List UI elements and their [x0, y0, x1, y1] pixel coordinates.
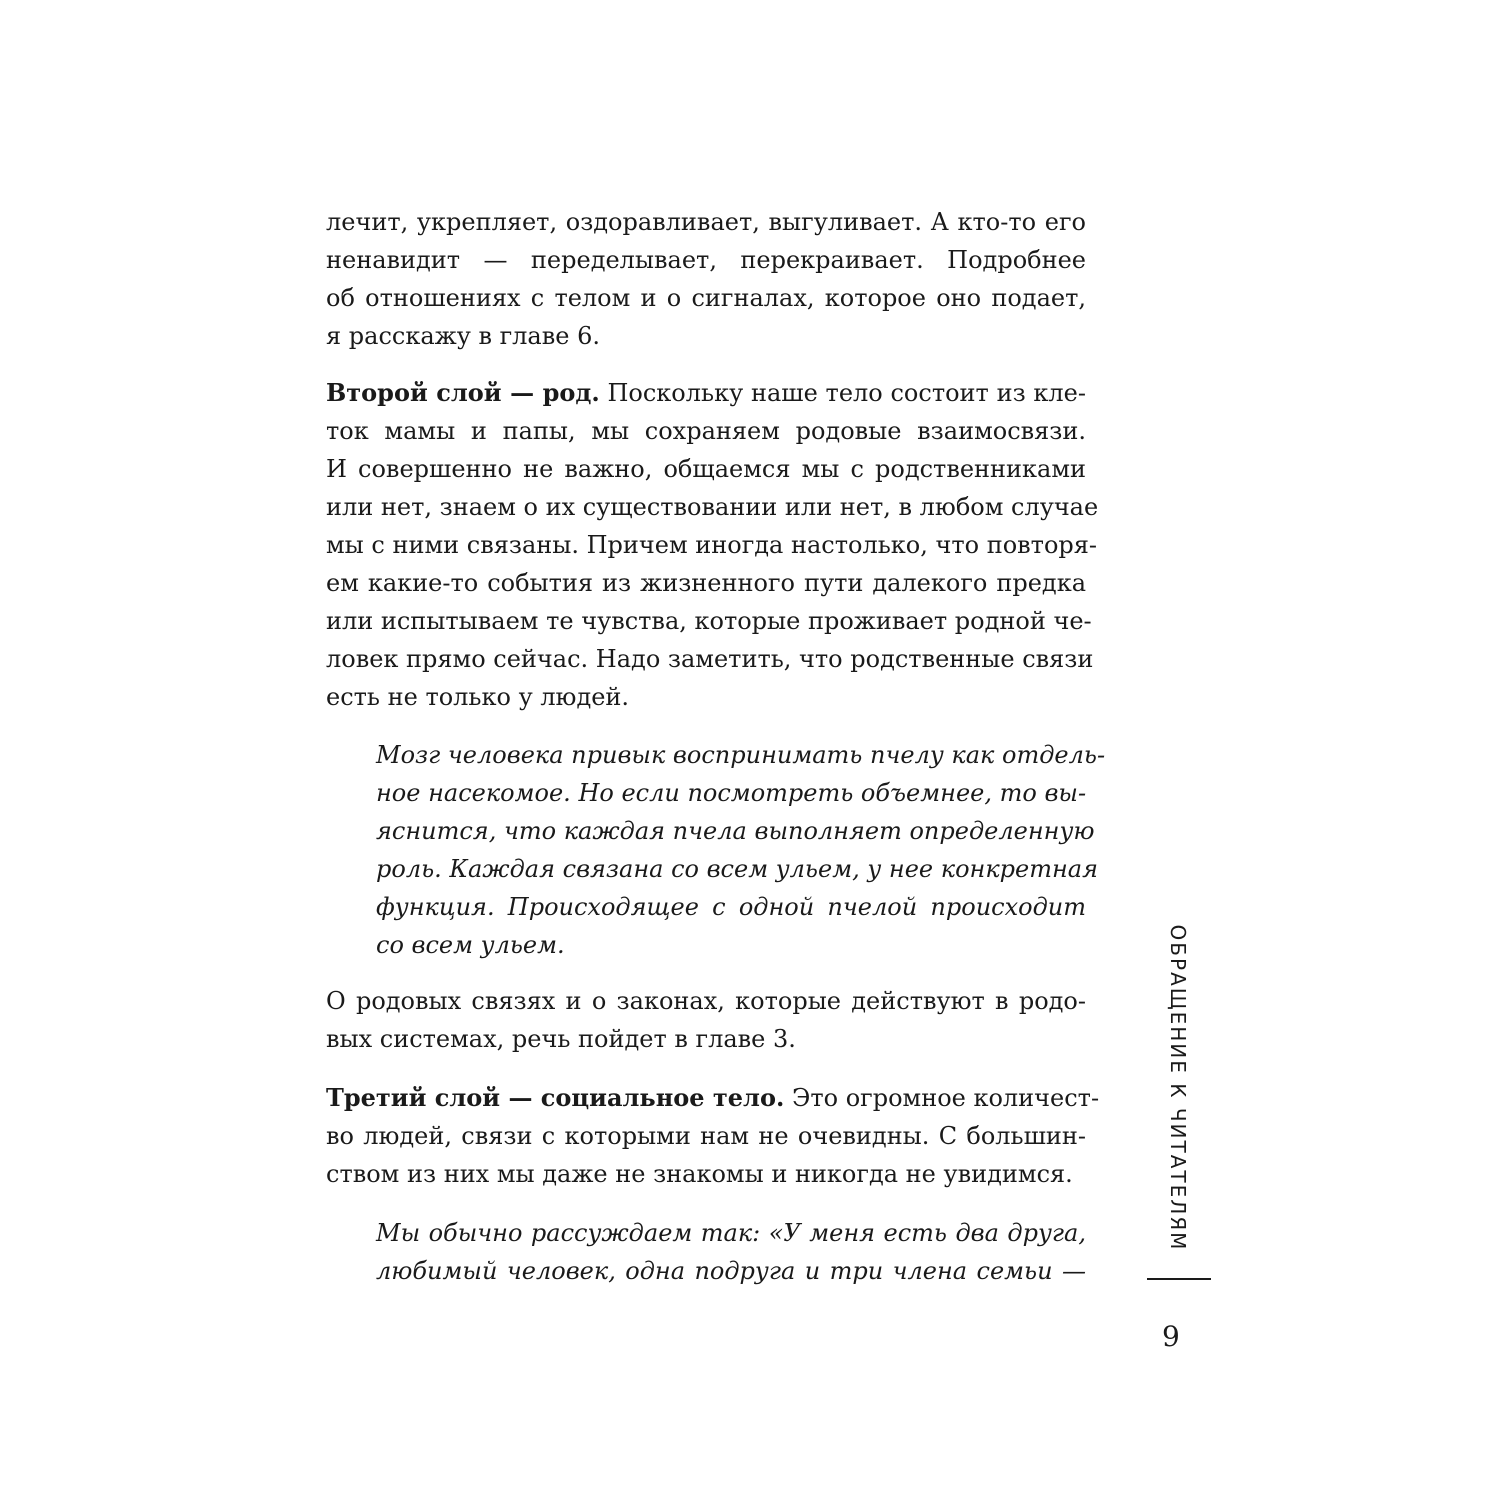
bold-lead: Второй слой — род. — [326, 378, 600, 407]
text-line: лечит, укрепляет, оздоравливает, выгуливает. А кто-то его — [326, 208, 1086, 236]
text-line — [326, 376, 1086, 410]
running-head: ОБРАЩЕНИЕ К ЧИТАТЕЛЯМ — [1166, 924, 1190, 1252]
text-line: или нет, знаем о их существовании или нет, в любом случае — [326, 493, 1099, 521]
text-line: О родовых связях и о законах, которые действуют в родо- — [326, 987, 1086, 1015]
text-run: Это огромное количест- — [784, 1084, 1100, 1112]
text-line: И совершенно не важно, общаемся мы с родственниками — [326, 455, 1086, 483]
text-line: со всем ульем. — [376, 931, 565, 959]
text-line: есть не только у людей. — [326, 683, 630, 711]
text-line: роль. Каждая связана со всем ульем, у нее конкретная — [376, 855, 1099, 883]
text-line: мы с ними связаны. Причем иногда настолько, что повторя- — [326, 531, 1097, 559]
text-line: об отношениях с телом и о сигналах, которое оно подает, — [326, 284, 1086, 312]
text-line: ловек прямо сейчас. Надо заметить, что родственные связи — [326, 645, 1094, 673]
text-line: ством из них мы даже не знакомы и никогда не увидимся. — [326, 1160, 1073, 1188]
text-line: или испытываем те чувства, которые проживает родной че- — [326, 607, 1092, 635]
text-line: функция. Происходящее с одной пчелой происходит — [376, 893, 1086, 921]
page-number: 9 — [1162, 1320, 1180, 1353]
text-line: Мы обычно рассуждаем так: «У меня есть два друга, — [376, 1219, 1086, 1247]
text-line: любимый человек, одна подруга и три члена семьи — — [376, 1257, 1086, 1285]
page-number-rule — [1147, 1278, 1211, 1280]
text-line: ем какие-то события из жизненного пути далекого предка — [326, 569, 1086, 597]
text-line: Мозг человека привык воспринимать пчелу как отдель- — [376, 741, 1106, 769]
text-line: я расскажу в главе 6. — [326, 322, 600, 350]
text-run: Поскольку наше тело состоит из кле- — [599, 379, 1086, 407]
bold-lead: Третий слой — социальное тело. — [326, 1083, 785, 1112]
text-line: ное насекомое. Но если посмотреть объемнее, то вы- — [376, 779, 1087, 807]
text-line: во людей, связи с которыми нам не очевидны. С большин- — [326, 1122, 1086, 1150]
text-line: вых системах, речь пойдет в главе 3. — [326, 1025, 796, 1053]
text-line: ток мамы и папы, мы сохраняем родовые взаимосвязи. — [326, 417, 1086, 445]
text-line: яснится, что каждая пчела выполняет определенную — [376, 817, 1095, 845]
text-line — [326, 1081, 1100, 1115]
text-line: ненавидит — переделывает, перекраивает. Подробнее — [326, 246, 1086, 274]
